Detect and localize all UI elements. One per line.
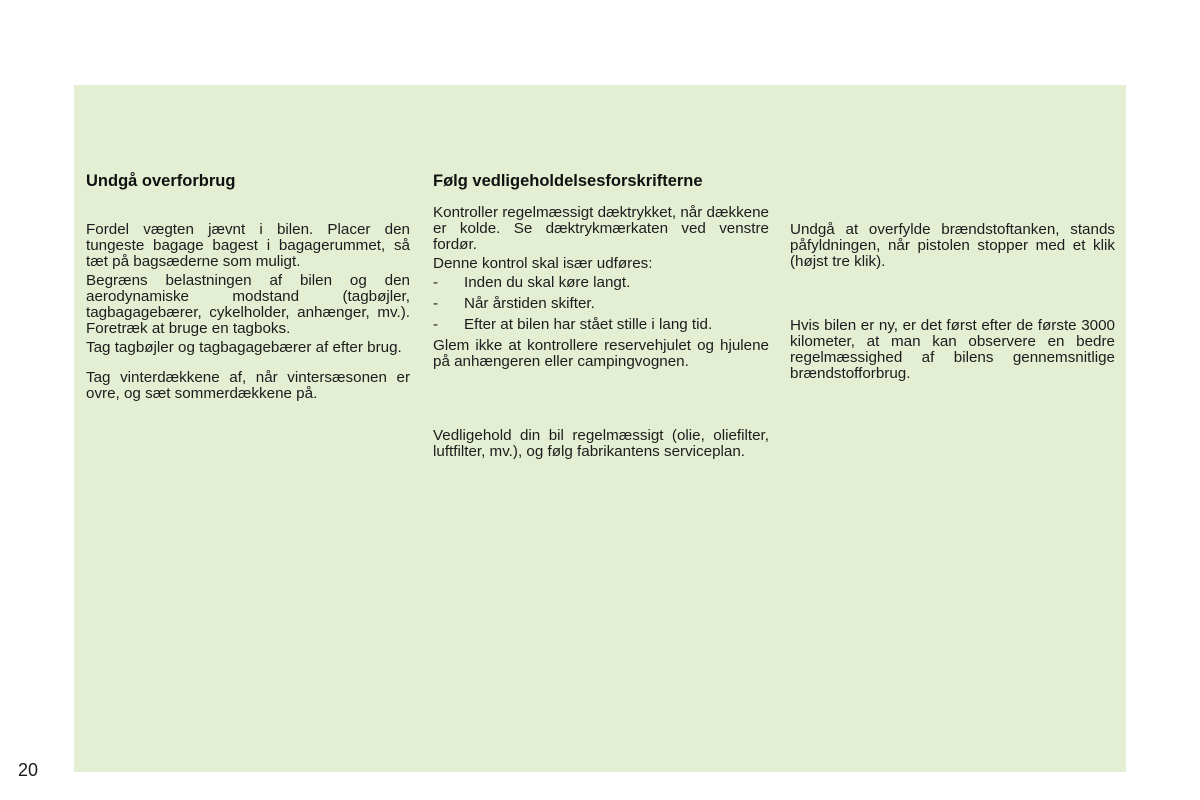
heading-avoid-overconsumption: Undgå overforbrug — [86, 172, 236, 190]
paragraph-limit-load: Begræns belastningen af bilen og den aerodynamiske modstand (tagbøjler, tagbagagebærer, cykelholder, anhænger, mv.). Foretræk at bruge en tagboks. — [86, 272, 410, 337]
page-number: 20 — [18, 760, 39, 780]
paragraph-weight-distribution: Fordel vægten jævnt i bilen. Placer den tungeste bagage bagest i bagagerummet, så tæt på bagsæderne som muligt. — [86, 221, 410, 270]
list-item: - Inden du skal køre langt. — [433, 274, 631, 291]
list-item: - Efter at bilen har stået stille i lang tid. — [433, 316, 713, 333]
check-occasions-list — [433, 275, 769, 333]
paragraph-spare-wheel: Glem ikke at kontrollere reservehjulet og hjulene på anhængeren eller campingvognen. — [433, 337, 769, 370]
paragraph-service-plan: Vedligehold din bil regelmæssigt (olie, oliefilter, luftfilter, mv.), og følg fabrikantens serviceplan. — [433, 427, 769, 460]
list-item: - Når årstiden skifter. — [433, 295, 595, 312]
heading-maintenance: Følg vedligeholdelsesforskrifterne — [433, 172, 703, 190]
column-avoid-overconsumption — [86, 173, 410, 405]
column-maintenance — [433, 173, 769, 463]
paragraph-remove-roof-bars: Tag tagbøjler og tagbagagebærer af efter brug. — [86, 339, 402, 356]
paragraph-check-when: Denne kontrol skal især udføres: — [433, 255, 653, 272]
paragraph-winter-tyres: Tag vinterdækkene af, når vintersæsonen er ovre, og sæt sommerdækkene på. — [86, 369, 410, 402]
paragraph-fuel-tank: Undgå at overfylde brændstoftanken, stands påfyldningen, når pistolen stopper med et klik (højst tre klik). — [790, 221, 1115, 270]
paragraph-new-car: Hvis bilen er ny, er det først efter de første 3000 kilometer, at man kan observere en bedre regelmæssighed af bilens gennemsnitlige brændstofforbrug. — [790, 317, 1115, 382]
column-fuel — [790, 222, 1115, 385]
paragraph-tyre-pressure: Kontroller regelmæssigt dæktrykket, når dækkene er kolde. Se dæktrykmærkaten ved venstre fordør. — [433, 204, 769, 253]
